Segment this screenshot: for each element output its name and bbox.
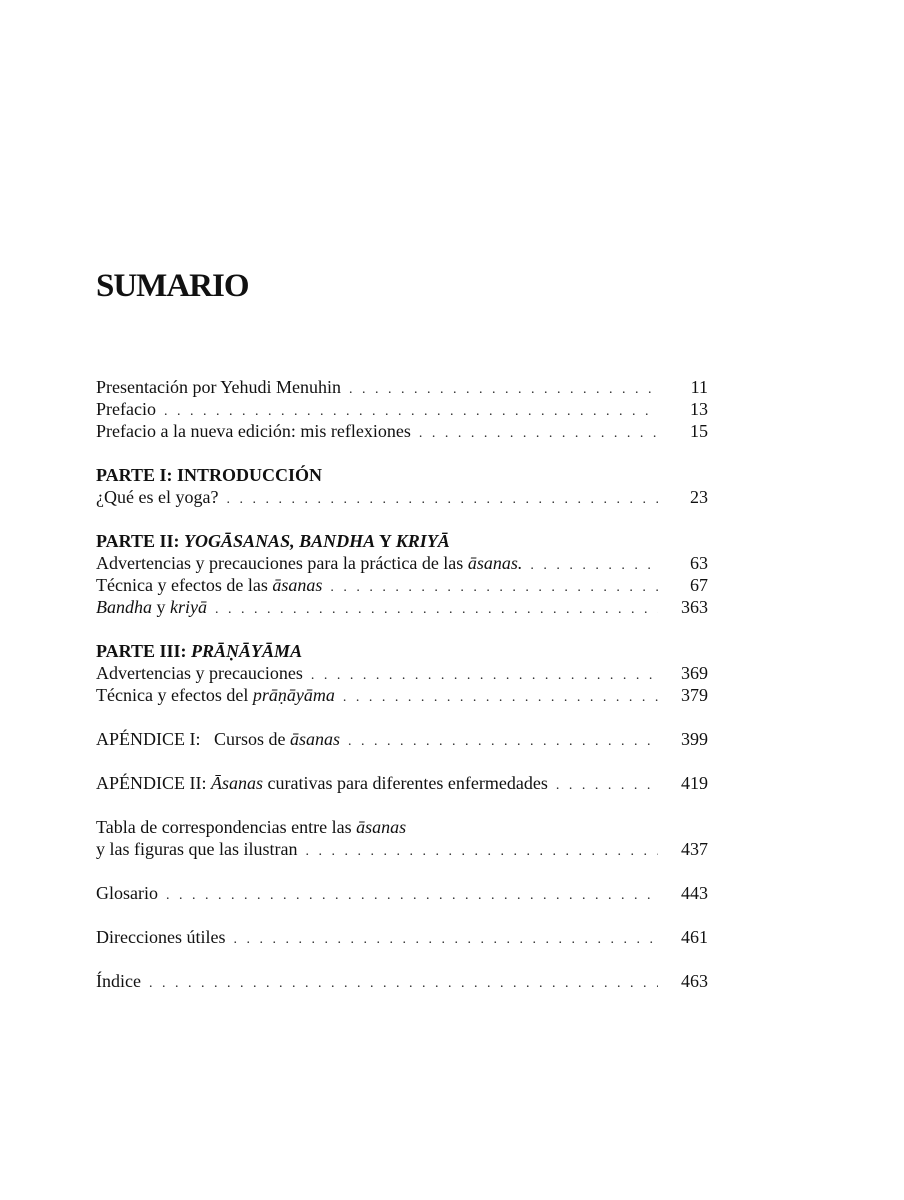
- toc-entry-tecnica-pranayama[interactable]: [96, 684, 708, 706]
- toc-page-number: 13: [690, 399, 708, 419]
- toc-entry-prefacio[interactable]: [96, 398, 708, 420]
- toc-entry-que-es-el-yoga[interactable]: [96, 486, 708, 508]
- toc-entry-tabla-line1: Tabla de correspondencias entre las āsanas: [96, 817, 407, 837]
- toc-entry-label: Prefacio a la nueva edición: mis reflexiones: [96, 421, 411, 441]
- dot-leader: [348, 731, 658, 753]
- toc-entry-label: Presentación por Yehudi Menuhin: [96, 377, 341, 397]
- toc-entry-advertencias-pranayama[interactable]: [96, 662, 708, 684]
- part-2-heading: PARTE II: YOGĀSANAS, BANDHA Y KRIYĀ: [96, 531, 450, 551]
- toc-page-number: 419: [681, 773, 708, 793]
- toc-entry-glosario[interactable]: [96, 882, 708, 904]
- toc-page-number: 67: [690, 575, 708, 595]
- toc-entry-prefacio-nueva-edicion[interactable]: [96, 420, 708, 442]
- toc-page-number: 63: [690, 553, 708, 573]
- dot-leader: [556, 775, 658, 797]
- toc-entry-indice[interactable]: [96, 970, 708, 992]
- toc-page-number: 399: [681, 729, 708, 749]
- dot-leader: [233, 929, 658, 951]
- toc-entry-label: Advertencias y precauciones para la práctica de las āsanas.: [96, 553, 523, 573]
- toc-entry-tabla[interactable]: [96, 838, 708, 860]
- toc-entry-apendice-2[interactable]: [96, 772, 708, 794]
- toc-entry-label: Glosario: [96, 883, 158, 903]
- dot-leader: [530, 555, 658, 577]
- toc-page-number: 437: [681, 839, 708, 859]
- dot-leader: [305, 841, 658, 863]
- toc-page-number: 23: [690, 487, 708, 507]
- toc-entry-label: Direcciones útiles: [96, 927, 226, 947]
- toc-page-number: 461: [681, 927, 708, 947]
- part-3-heading: PARTE III: PRĀṆĀYĀMA: [96, 641, 303, 661]
- toc-page-number: 15: [690, 421, 708, 441]
- dot-leader: [226, 489, 658, 511]
- toc-page-number: 443: [681, 883, 708, 903]
- toc-page-number: 11: [690, 377, 708, 397]
- toc-entry-presentacion[interactable]: [96, 376, 708, 398]
- toc-entry-bandha-kriya[interactable]: [96, 596, 708, 618]
- toc-entry-tecnica-asanas[interactable]: [96, 574, 708, 596]
- toc-page-number: 463: [681, 971, 708, 991]
- toc-entry-label: Técnica y efectos del prāṇāyāma: [96, 685, 335, 705]
- page-title: SUMARIO: [96, 268, 249, 304]
- table-of-contents: [96, 376, 708, 992]
- toc-entry-direcciones[interactable]: [96, 926, 708, 948]
- dot-leader: [166, 885, 658, 907]
- toc-page-number: 363: [681, 597, 708, 617]
- toc-entry-label: Prefacio: [96, 399, 156, 419]
- toc-entry-label: APÉNDICE II: Āsanas curativas para diferentes enfermedades: [96, 773, 548, 793]
- dot-leader: [343, 687, 658, 709]
- toc-entry-advertencias-asanas[interactable]: [96, 552, 708, 574]
- dot-leader: [215, 599, 658, 621]
- dot-leader: [149, 973, 658, 995]
- dot-leader: [419, 423, 658, 445]
- dot-leader: [330, 577, 658, 599]
- toc-entry-label: y las figuras que las ilustran: [96, 839, 298, 859]
- toc-entry-label: Técnica y efectos de las āsanas: [96, 575, 323, 595]
- toc-entry-label: Advertencias y precauciones: [96, 663, 303, 683]
- toc-entry-label: Índice: [96, 971, 141, 991]
- toc-entry-label: Bandha y kriyā: [96, 597, 207, 617]
- toc-entry-label: ¿Qué es el yoga?: [96, 487, 219, 507]
- toc-page-number: 369: [681, 663, 708, 683]
- part-1-heading: PARTE I: INTRODUCCIÓN: [96, 465, 323, 485]
- toc-entry-label: APÉNDICE I: Cursos de āsanas: [96, 729, 341, 749]
- toc-entry-apendice-1[interactable]: [96, 728, 708, 750]
- dot-leader: [349, 379, 658, 401]
- toc-page-number: 379: [681, 685, 708, 705]
- dot-leader: [311, 665, 658, 687]
